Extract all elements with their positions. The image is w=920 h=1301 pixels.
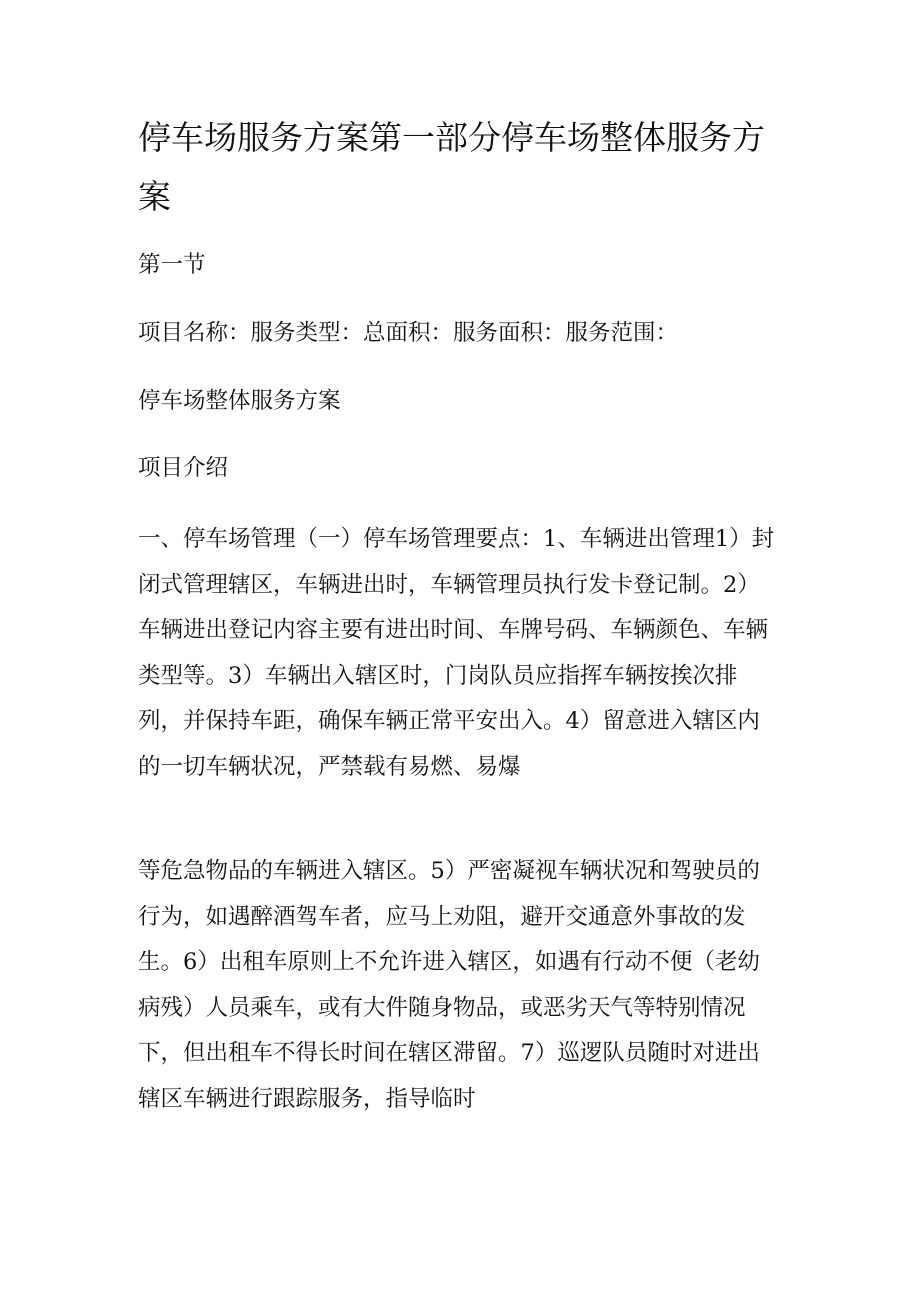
section-heading: 第一节: [138, 252, 206, 278]
scheme-title: 停车场整体服务方案: [138, 388, 341, 414]
body-paragraph-1: 一、停车场管理（一）停车场管理要点：1、车辆进出管理1）封闭式管理辖区，车辆进出时，车辆管理员执行发卡登记制。2）车辆进出登记内容主要有进出时间、车牌号码、车辆颜色、车辆类型等。3）车辆出入辖区时，门岗队员应指挥车辆按挨次排列，并保持车距，确保车辆正常平安出入。4）留意进入辖区内的一切车辆状况，严禁载有易燃、易爆: [138, 526, 775, 780]
intro-heading: 项目介绍: [138, 455, 229, 481]
body-paragraph-2: 等危急物品的车辆进入辖区。5）严密凝视车辆状况和驾驶员的行为，如遇醉酒驾车者，应马上劝阻，避开交通意外事故的发生。6）出租车原则上不允许进入辖区，如遇有行动不便（老幼病残）人员乘车，或有大件随身物品，或恶劣天气等特别情况下，但出租车不得长时间在辖区滞留。7）巡逻队员随时对进出辖区车辆进行跟踪服务，指导临时: [138, 858, 760, 1112]
project-fields: 项目名称：服务类型：总面积：服务面积：服务范围：: [138, 320, 679, 346]
document-title: 停车场服务方案第一部分停车场整体服务方案: [138, 118, 765, 216]
